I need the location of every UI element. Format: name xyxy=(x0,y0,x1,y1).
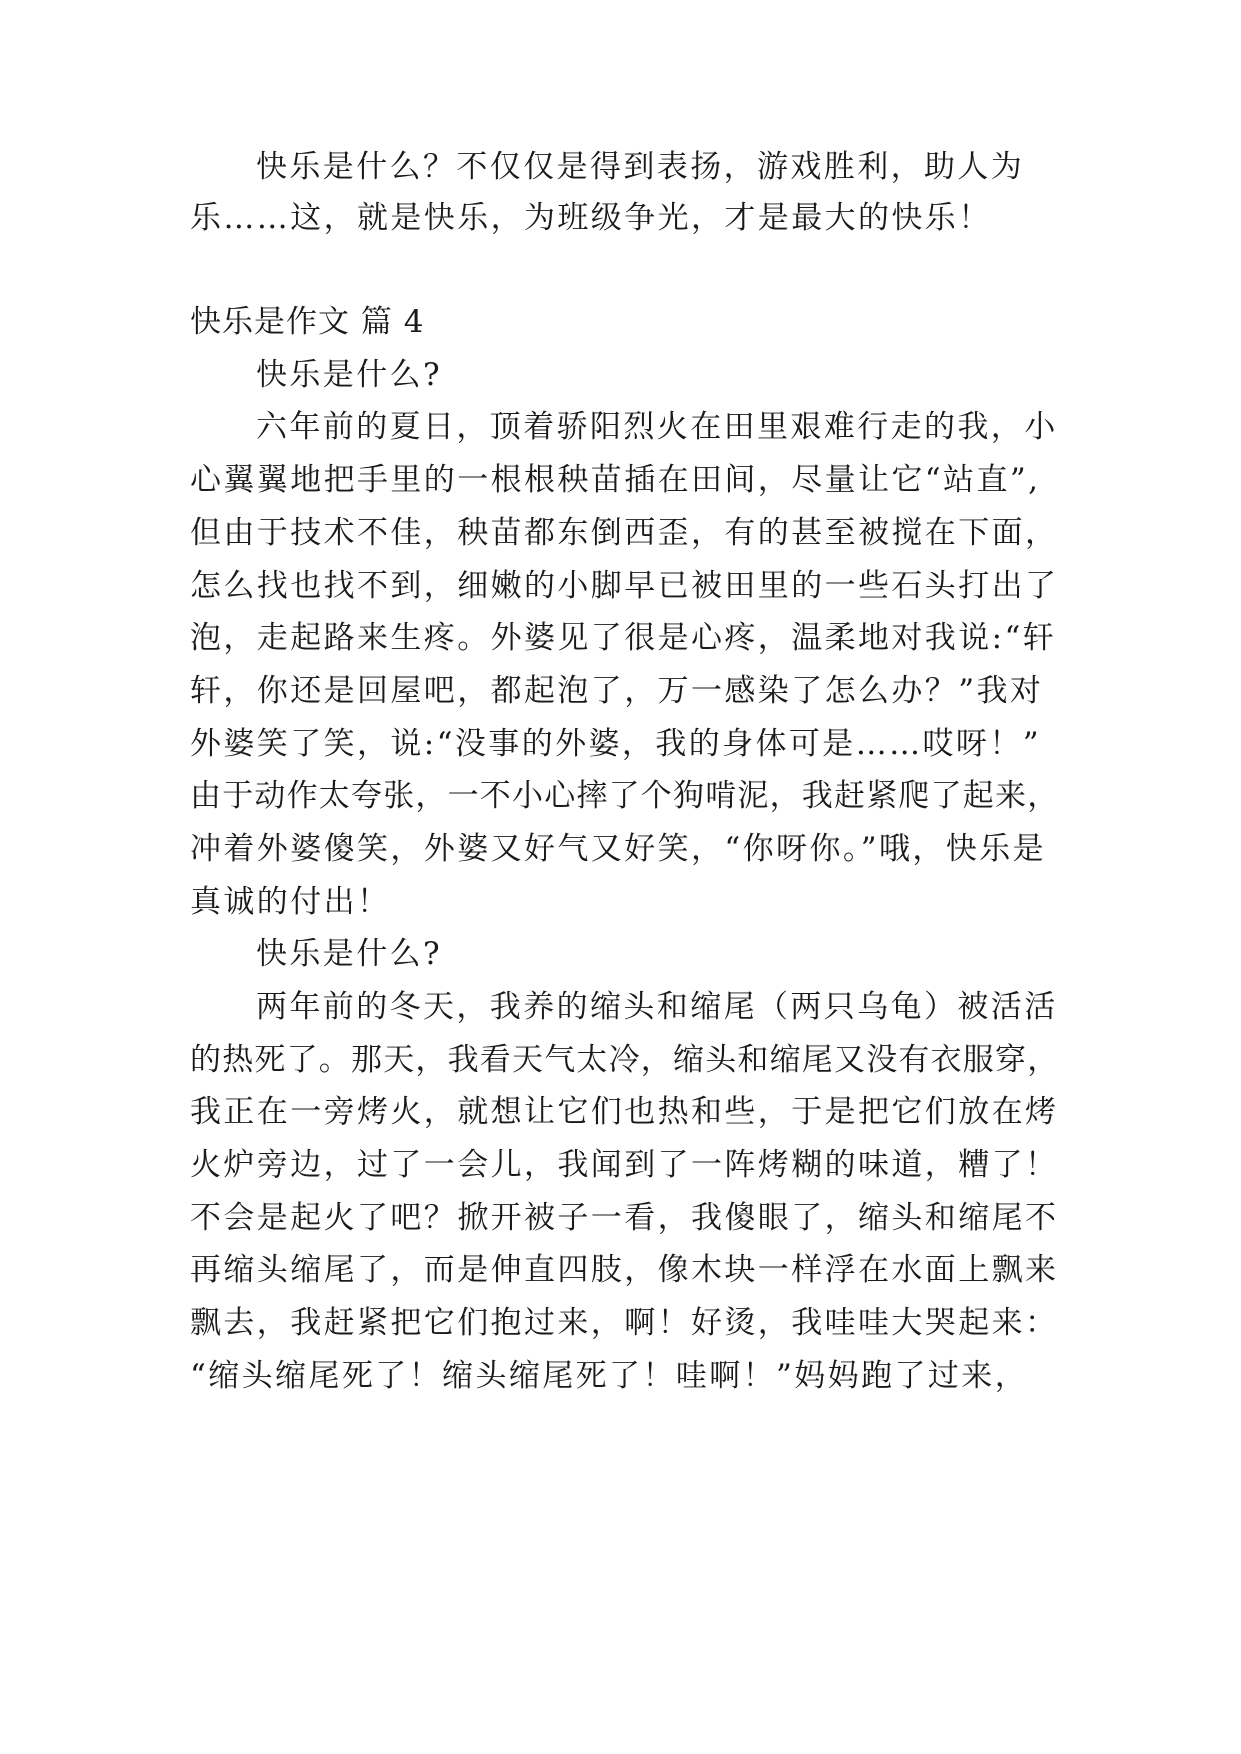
paragraph-2-line-6: 轩，你还是回屋吧，都起泡了，万一感染了怎么办？”我对 xyxy=(190,673,1044,709)
paragraph-intro-line-1: 快乐是什么？不仅仅是得到表扬，游戏胜利，助人为 xyxy=(256,149,1025,185)
paragraph-3-line-5: 不会是起火了吧？掀开被子一看，我傻眼了，缩头和缩尾不 xyxy=(190,1200,1059,1236)
paragraph-2-line-4: 怎么找也找不到，细嫩的小脚早已被田里的一些石头打出了 xyxy=(190,568,1059,604)
paragraph-2-line-3: 但由于技术不佳，秧苗都东倒西歪，有的甚至被搅在下面， xyxy=(190,515,1059,551)
paragraph-intro-line-2: 乐……这，就是快乐，为班级争光，才是最大的快乐！ xyxy=(190,200,992,236)
paragraph-3-line-6: 再缩头缩尾了，而是伸直四肢，像木块一样浮在水面上飘来 xyxy=(190,1252,1059,1288)
paragraph-2-line-2: 心翼翼地把手里的一根根秧苗插在田间，尽量让它“站直”, xyxy=(190,462,1041,498)
paragraph-3-line-7: 飘去，我赶紧把它们抱过来，啊！好烫，我哇哇大哭起来： xyxy=(190,1305,1059,1341)
paragraph-3-line-3: 我正在一旁烤火，就想让它们也热和些，于是把它们放在烤 xyxy=(190,1094,1059,1130)
question-2: 快乐是什么? xyxy=(256,936,443,972)
paragraph-2-line-5: 泡，走起路来生疼。外婆见了很是心疼，温柔地对我说:“轩 xyxy=(190,620,1057,656)
paragraph-2-line-10: 真诚的付出！ xyxy=(190,884,391,920)
paragraph-2-line-7: 外婆笑了笑，说:“没事的外婆，我的身体可是……哎呀！” xyxy=(190,726,1041,762)
paragraph-3-line-4: 火炉旁边，过了一会儿，我闻到了一阵烤糊的味道，糟了！ xyxy=(190,1147,1059,1183)
question-1: 快乐是什么? xyxy=(256,357,443,393)
paragraph-2-line-9: 冲着外婆傻笑，外婆又好气又好笑，“你呀你。”哦，快乐是 xyxy=(190,831,1046,867)
paragraph-3-line-2: 的热死了。那天，我看天气太冷，缩头和缩尾又没有衣服穿， xyxy=(190,1042,1060,1078)
paragraph-2-line-8: 由于动作太夸张，一不小心摔了个狗啃泥，我赶紧爬了起来， xyxy=(190,778,1060,814)
paragraph-2-line-1: 六年前的夏日，顶着骄阳烈火在田里艰难行走的我，小 xyxy=(256,409,1058,445)
section-heading: 快乐是作文 篇 4 xyxy=(190,304,425,340)
paragraph-3-line-1: 两年前的冬天，我养的缩头和缩尾（两只乌龟）被活活 xyxy=(256,989,1058,1025)
paragraph-3-line-8: “缩头缩尾死了！缩头缩尾死了！哇啊！”妈妈跑了过来， xyxy=(190,1358,1029,1394)
